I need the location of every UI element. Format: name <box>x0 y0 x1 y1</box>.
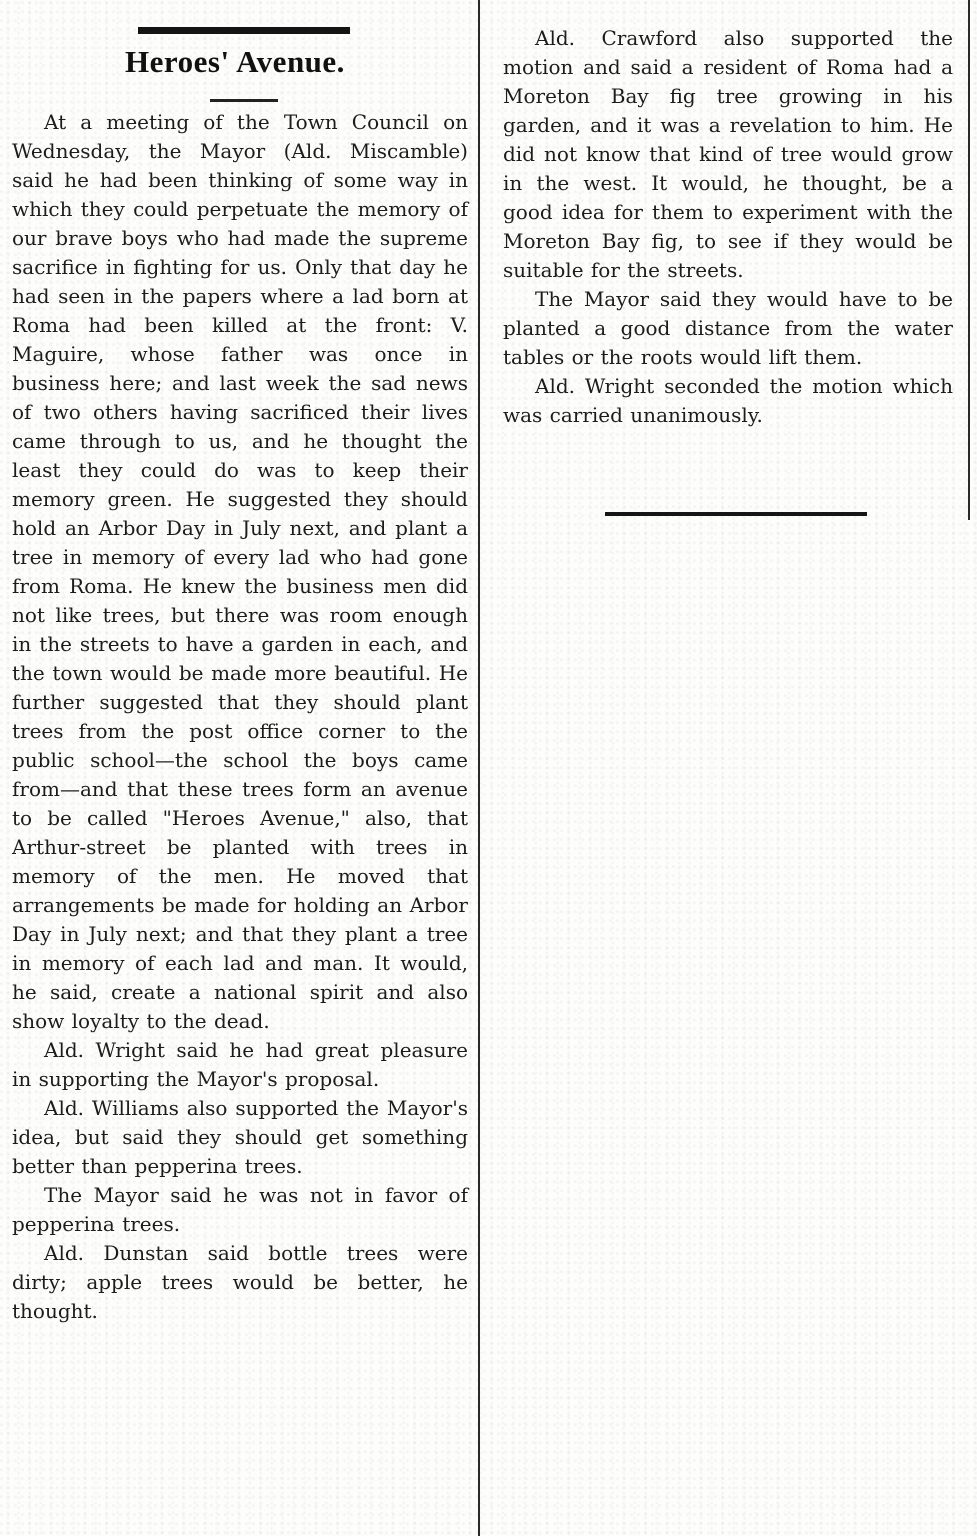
paragraph: Ald. Crawford also supported the motion and said a resident of Roma had a Moreton Bay fig tree growing in his garden, and it was a revelation to him. He did not know that kind of tree would grow in the west. It would, he thought, be a good idea for them to experiment with the Moreton Bay fig, to see if they would be suitable for the streets. <box>503 26 953 282</box>
article-end-rule <box>605 512 867 516</box>
left-column-body <box>12 108 468 1326</box>
paragraph: Ald. Williams also supported the Mayor's idea, but said they should get something better than pepperina trees. <box>12 1096 468 1178</box>
headline-dash <box>210 99 278 102</box>
right-column-body <box>503 24 953 430</box>
paragraph: At a meeting of the Town Council on Wednesday, the Mayor (Ald. Miscamble) said he had been thinking of some way in which they could perpetuate the memory of our brave boys who had made the supreme sacrifice in fighting for us. Only that day he had seen in the papers where a lad born at Roma had been killed at the front: V. Maguire, whose father was once in business here; and last week the sad news of two others having sacrificed their lives came through to us, and he thought the least they could do was to keep their memory green. He suggested they should hold an Arbor Day in July next, and plant a tree in memory of every lad who had gone from Roma. He knew the business men did not like trees, but there was room enough in the streets to have a garden in each, and the town would be made more beautiful. He further suggested that they should plant trees from the post office corner to the public school—the school the boys came from—and that these trees form an avenue to be called "Heroes Avenue," also, that Arthur-street be planted with trees in memory of the men. He moved that arrangements be made for holding an Arbor Day in July next; and that they plant a tree in memory of each lad and man. It would, he said, create a national spirit and also show loyalty to the dead. <box>12 110 468 1033</box>
left-column <box>6 0 468 1536</box>
paragraph: Ald. Wright said he had great pleasure in supporting the Mayor's proposal. <box>12 1038 468 1091</box>
column-divider-right <box>968 0 970 520</box>
paragraph: Ald. Wright seconded the motion which was carried unanimously. <box>503 374 953 427</box>
column-divider-left <box>478 0 480 1536</box>
article-headline: Heroes' Avenue. <box>125 44 345 79</box>
paragraph: The Mayor said they would have to be planted a good distance from the water tables or the roots would lift them. <box>503 287 953 369</box>
paragraph: The Mayor said he was not in favor of pepperina trees. <box>12 1183 468 1236</box>
headline-top-rule <box>138 27 350 34</box>
right-column <box>497 0 957 522</box>
paragraph: Ald. Dunstan said bottle trees were dirty; apple trees would be better, he thought. <box>12 1241 468 1323</box>
